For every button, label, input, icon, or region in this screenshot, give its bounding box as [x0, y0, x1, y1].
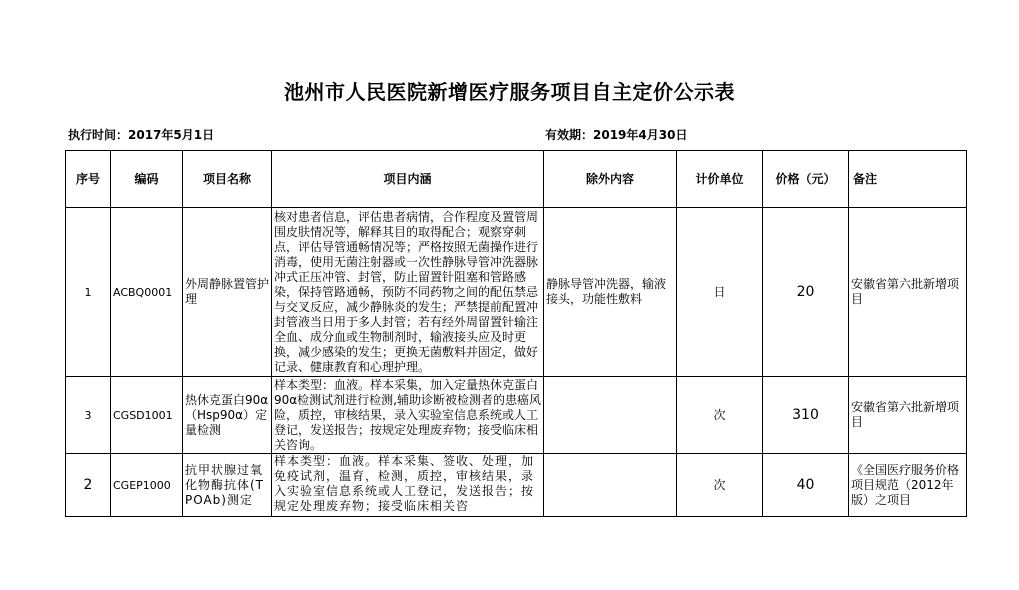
row-excluded: [544, 377, 677, 454]
pricing-table: [65, 150, 967, 517]
row-seq: 2: [66, 454, 111, 517]
row-unit: 次: [677, 377, 763, 454]
row-unit: 次: [677, 454, 763, 517]
row-content: 样本类型：血液。样本采集、签收、处理，加免疫试剂，温育，检测，质控，审核结果，录入实验室信息系统或人工登记，发送报告；按规定处理废弃物；接受临床相关咨: [272, 454, 544, 517]
row-seq: 3: [66, 377, 111, 454]
page-title: 池州市人民医院新增医疗服务项目自主定价公示表: [284, 80, 735, 104]
row-name: 外周静脉置管护理: [183, 208, 272, 377]
header-code: 编码: [111, 151, 183, 208]
header-price: 价格（元）: [763, 151, 849, 208]
header-unit: 计价单位: [677, 151, 763, 208]
row-excluded: [544, 454, 677, 517]
table-row: [66, 208, 967, 377]
row-price: 20: [763, 208, 849, 377]
row-content: 样本类型：血液。样本采集，加入定量热休克蛋白90α检测试剂进行检测,辅助诊断被检测者的患癌风险，质控，审核结果，录入实验室信息系统或人工登记，发送报告；按规定处理废弃物；接受临床相关咨询。: [272, 377, 544, 454]
execution-time: 执行时间：2017年5月1日: [68, 128, 215, 142]
header-name: 项目名称: [183, 151, 272, 208]
row-note: 安徽省第六批新增项目: [849, 377, 967, 454]
table-header-row: [66, 151, 967, 208]
row-name: 抗甲状腺过氧化物酶抗体(TPOAb)测定: [183, 454, 272, 517]
row-note: 安徽省第六批新增项目: [849, 208, 967, 377]
header-content: 项目内涵: [272, 151, 544, 208]
row-name: 热休克蛋白90α（Hsp90α）定量检测: [183, 377, 272, 454]
header-seq: 序号: [66, 151, 111, 208]
valid-period: 有效期：2019年4月30日: [545, 128, 688, 142]
header-note: 备注: [849, 151, 967, 208]
row-content: 核对患者信息，评估患者病情，合作程度及置管周围皮肤情况等，解释其目的取得配合；观察穿刺点，评估导管通畅情况等；严格按照无菌操作进行消毒，使用无菌注射器或一次性静脉导管冲洗器脉冲式正压冲管、封管，防止留置针阻塞和管路感染，保持管路通畅，预防不同药物之间的配伍禁忌与交叉反应，减少静脉炎的发生；严禁提前配置冲封管液当日用于多人封管；若有经外周留置针输注全血、成分血或生物制剂时，输液接头应及时更换，减少感染的发生；更换无菌敷料并固定，做好记录、健康教育和心理护理。: [272, 208, 544, 377]
row-price: 40: [763, 454, 849, 517]
row-excluded: 静脉导管冲洗器，输液接头，功能性敷料: [544, 208, 677, 377]
row-code: CGEP1000: [111, 454, 183, 517]
row-code: ACBQ0001: [111, 208, 183, 377]
table-row: [66, 377, 967, 454]
row-code: CGSD1001: [111, 377, 183, 454]
table-row: [66, 454, 967, 517]
header-excluded: 除外内容: [544, 151, 677, 208]
row-price: 310: [763, 377, 849, 454]
row-unit: 日: [677, 208, 763, 377]
row-note: 《全国医疗服务价格项目规范（2012年版）之项目: [849, 454, 967, 517]
row-seq: 1: [66, 208, 111, 377]
